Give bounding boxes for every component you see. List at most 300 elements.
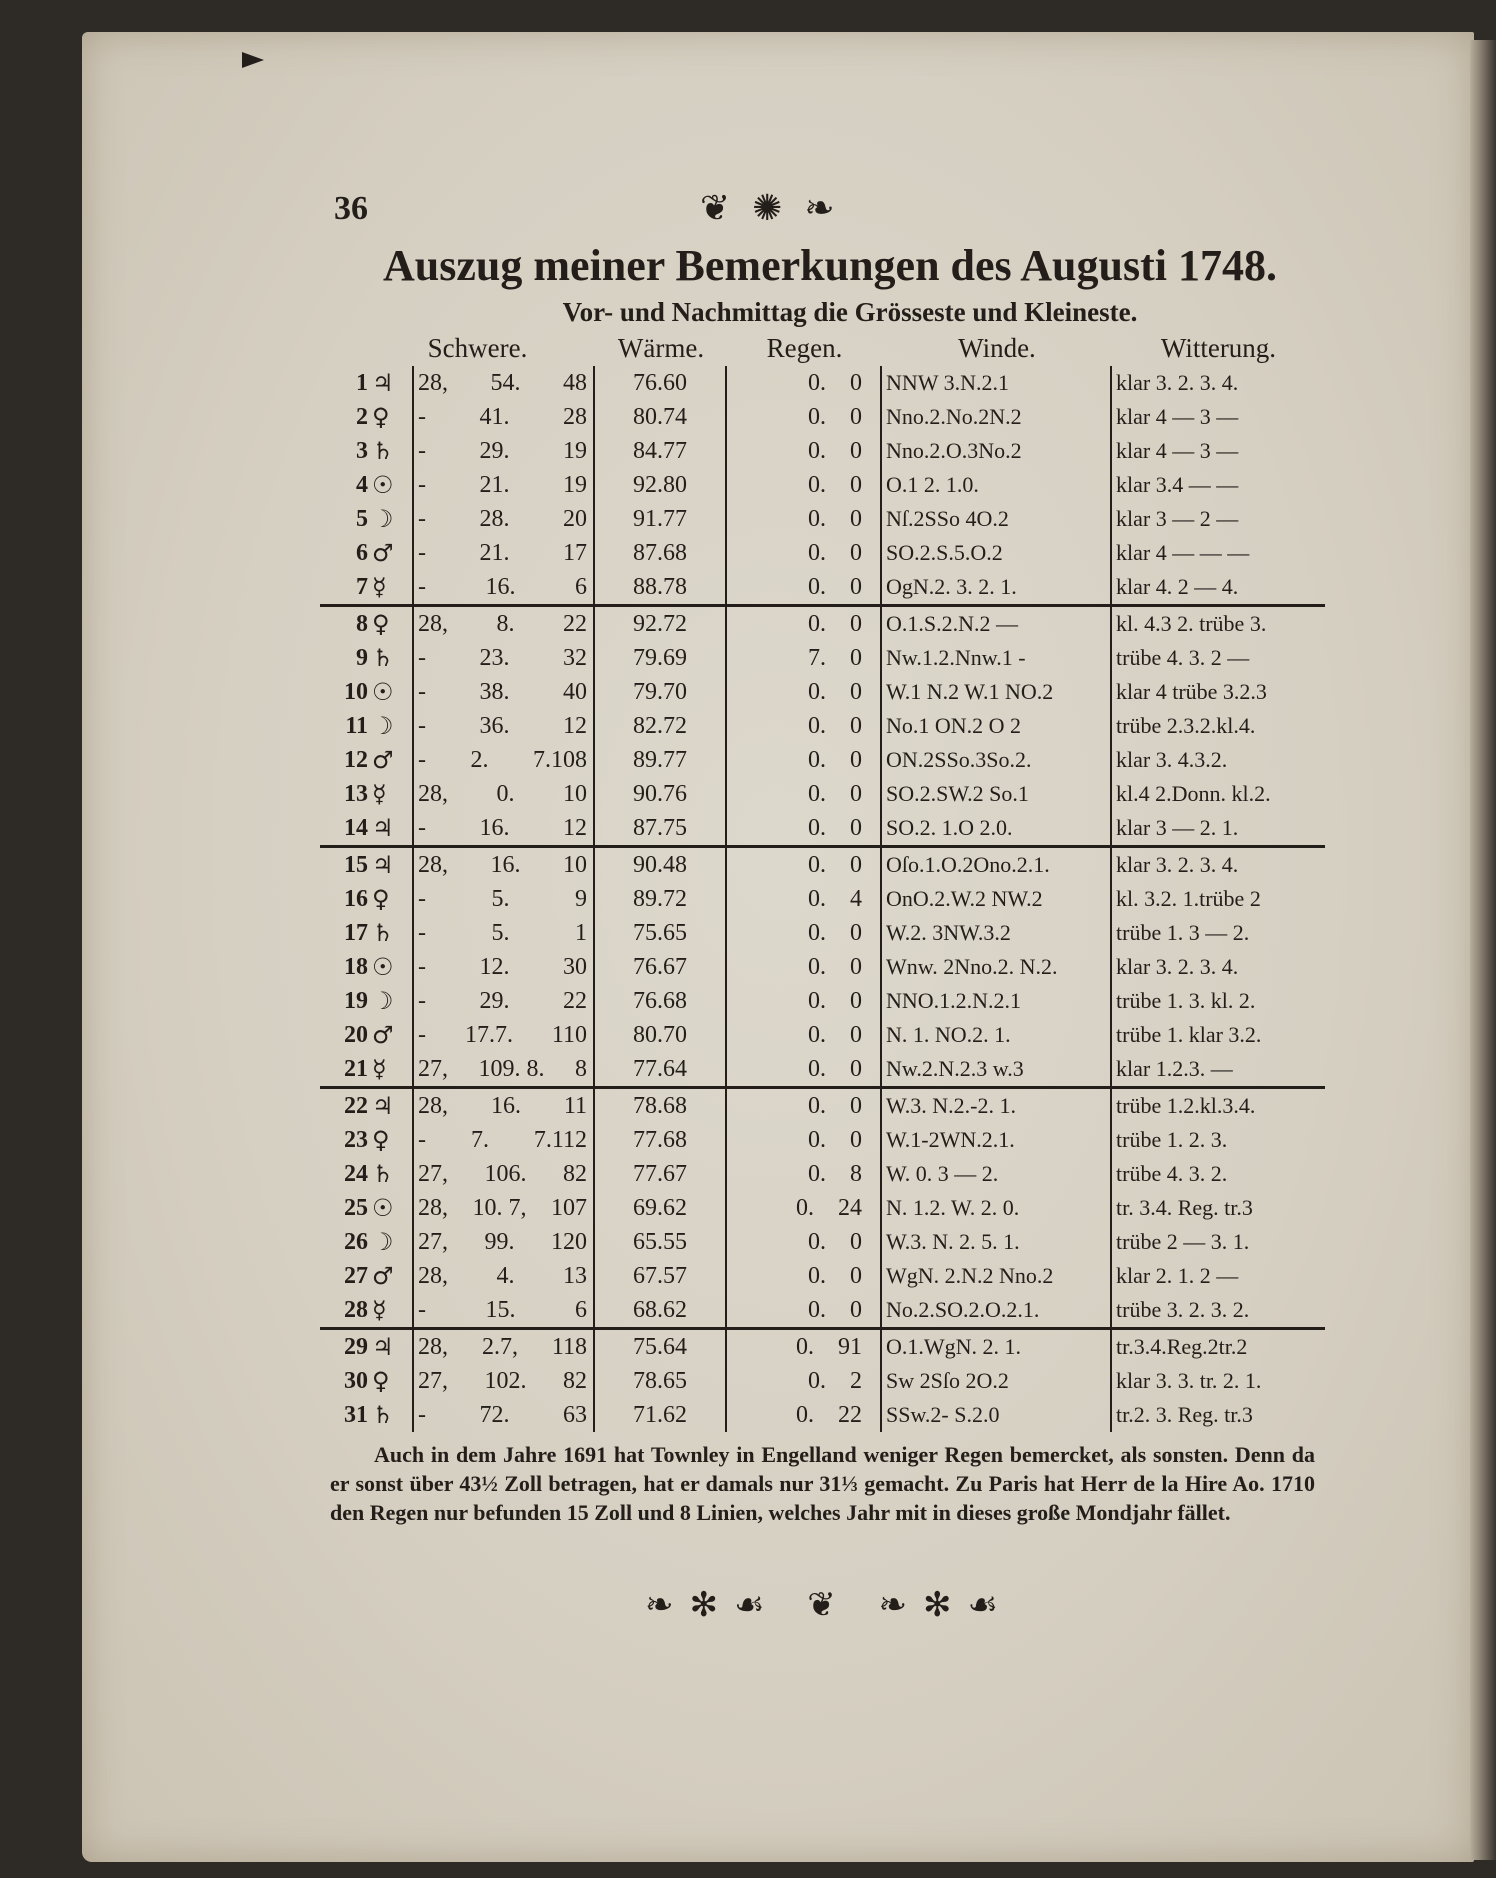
witterung-cell: klar 3. 3. tr. 2. 1.: [1116, 1368, 1262, 1393]
header-regen: Regen.: [766, 333, 843, 363]
table-row: [320, 502, 1325, 536]
witterung-cell: kl. 3.2. 1.trübe 2: [1116, 886, 1261, 911]
winde-cell: Nno.2.No.2N.2: [882, 400, 1112, 434]
table-row: [320, 1398, 1325, 1432]
day-number: 1: [356, 370, 368, 396]
schwere-cell: [412, 468, 595, 502]
waerme-cell: 79.69: [595, 641, 727, 675]
witterung-cell: klar 3 — 2 —: [1116, 506, 1239, 531]
waerme-cell: 76.60: [595, 366, 727, 400]
regen-cell: 0. 0: [727, 536, 882, 570]
schwere-value: 12: [563, 713, 587, 739]
schwere-value: 7.: [470, 1127, 489, 1153]
winde-cell: Nno.2.O.3No.2: [882, 434, 1112, 468]
regen-cell: 0. 2: [727, 1364, 882, 1398]
schwere-cell: [412, 536, 595, 570]
schwere-value: 10: [563, 781, 587, 807]
schwere-value: 8.: [496, 611, 515, 637]
table-row: [320, 1191, 1325, 1225]
table-row: [320, 604, 1325, 641]
waerme-cell: 80.70: [595, 1018, 727, 1052]
winde-cell: W.2. 3NW.3.2: [882, 916, 1112, 950]
day-number: 30: [344, 1368, 368, 1394]
witterung-cell: klar 3. 2. 3. 4.: [1116, 370, 1239, 395]
regen-cell: 0. 0: [727, 468, 882, 502]
waerme-cell: 78.68: [595, 1089, 727, 1123]
witterung-cell: trübe 2.3.2.kl.4.: [1116, 713, 1256, 738]
regen-cell: 0. 91: [727, 1330, 882, 1364]
table-row: [320, 570, 1325, 604]
table-row: [320, 1364, 1325, 1398]
table-row: [320, 984, 1325, 1018]
winde-cell: SO.2.S.5.O.2: [882, 536, 1112, 570]
planet-symbol: ♃: [372, 814, 394, 842]
regen-cell: 0. 0: [727, 811, 882, 845]
regen-cell: 0. 0: [727, 1123, 882, 1157]
day-number: 31: [344, 1402, 368, 1428]
day-number: 17: [344, 920, 368, 946]
header-winde: Winde.: [958, 333, 1036, 363]
planet-symbol: ☽: [372, 1228, 394, 1256]
schwere-cell: [412, 1089, 595, 1123]
day-number: 4: [356, 472, 368, 498]
schwere-cell: [412, 984, 595, 1018]
winde-cell: SSw.2- S.2.0: [882, 1398, 1112, 1432]
schwere-value: 16.: [490, 1093, 521, 1119]
schwere-value: 82: [563, 1161, 587, 1187]
winde-cell: N. 1.2. W. 2. 0.: [882, 1191, 1112, 1225]
planet-symbol: ♄: [372, 919, 394, 947]
schwere-value: 12: [563, 815, 587, 841]
planet-symbol: ☽: [372, 505, 394, 533]
schwere-cell: [412, 1364, 595, 1398]
schwere-cell: [412, 1157, 595, 1191]
schwere-cell: [412, 882, 595, 916]
regen-cell: 0. 0: [727, 434, 882, 468]
table-row: [320, 1327, 1325, 1364]
schwere-value: 15.: [485, 1297, 516, 1323]
schwere-value: 11: [563, 1093, 587, 1119]
schwere-cell: [412, 1398, 595, 1432]
day-number: 28: [344, 1297, 368, 1323]
schwere-value: 28,: [418, 1263, 448, 1289]
witterung-cell: klar 3. 2. 3. 4.: [1116, 852, 1239, 877]
ornament-icon: [700, 188, 857, 229]
schwere-value: 28: [563, 404, 587, 430]
witterung-cell: tr.2. 3. Reg. tr.3: [1116, 1402, 1253, 1427]
schwere-cell: [412, 777, 595, 811]
schwere-value: -: [418, 574, 426, 600]
schwere-value: 54.: [490, 370, 521, 396]
schwere-value: -: [418, 438, 426, 464]
witterung-cell: klar 4 — — —: [1116, 540, 1250, 565]
schwere-value: 21.: [479, 472, 510, 498]
schwere-value: 28,: [418, 1195, 448, 1221]
winde-cell: N. 1. NO.2. 1.: [882, 1018, 1112, 1052]
winde-cell: W.3. N.2.-2. 1.: [882, 1089, 1112, 1123]
schwere-cell: [412, 1123, 595, 1157]
day-number: 3: [356, 438, 368, 464]
schwere-value: 21.: [479, 540, 510, 566]
winde-cell: Nw.2.N.2.3 w.3: [882, 1052, 1112, 1086]
schwere-cell: [412, 434, 595, 468]
day-number: 27: [344, 1263, 368, 1289]
schwere-value: 28,: [418, 852, 448, 878]
winde-cell: W.1 N.2 W.1 NO.2: [882, 675, 1112, 709]
weather-table: [320, 366, 1325, 1432]
table-row: [320, 1086, 1325, 1123]
winde-cell: No.1 ON.2 O 2: [882, 709, 1112, 743]
regen-cell: 7. 0: [727, 641, 882, 675]
witterung-cell: trübe 3. 2. 3. 2.: [1116, 1297, 1250, 1322]
schwere-value: 17.7.: [464, 1022, 513, 1048]
planet-symbol: ♄: [372, 1401, 394, 1429]
schwere-value: -: [418, 1402, 426, 1428]
waerme-cell: 76.68: [595, 984, 727, 1018]
planet-symbol: ♄: [372, 644, 394, 672]
day-number: 8: [356, 611, 368, 637]
planet-symbol: ☿: [372, 1296, 387, 1324]
witterung-cell: klar 3. 2. 3. 4.: [1116, 954, 1239, 979]
schwere-cell: [412, 1052, 595, 1086]
witterung-cell: klar 3. 4.3.2.: [1116, 747, 1228, 772]
table-row: [320, 1052, 1325, 1086]
waerme-cell: 91.77: [595, 502, 727, 536]
schwere-value: 22: [563, 611, 587, 637]
waerme-cell: 82.72: [595, 709, 727, 743]
witterung-cell: trübe 1. 3 — 2.: [1116, 920, 1250, 945]
table-row: [320, 882, 1325, 916]
regen-cell: 0. 0: [727, 916, 882, 950]
regen-cell: 0. 0: [727, 1052, 882, 1086]
regen-cell: 0. 0: [727, 1225, 882, 1259]
schwere-value: 16.: [490, 852, 521, 878]
witterung-cell: trübe 2 — 3. 1.: [1116, 1229, 1250, 1254]
schwere-value: 16.: [479, 815, 510, 841]
schwere-value: 120: [551, 1229, 587, 1255]
winde-cell: Nw.1.2.Nnw.1 -: [882, 641, 1112, 675]
waerme-cell: 92.72: [595, 607, 727, 641]
waerme-cell: 77.67: [595, 1157, 727, 1191]
day-number: 14: [344, 815, 368, 841]
schwere-value: 29.: [479, 438, 510, 464]
planet-symbol: ♃: [372, 1092, 394, 1120]
witterung-cell: klar 3 — 2. 1.: [1116, 815, 1239, 840]
witterung-cell: trübe 1.2.kl.3.4.: [1116, 1093, 1256, 1118]
page-number: 36: [334, 190, 368, 227]
winde-cell: Oſo.1.O.2Ono.2.1.: [882, 848, 1112, 882]
schwere-value: -: [418, 713, 426, 739]
waerme-cell: 87.68: [595, 536, 727, 570]
table-row: [320, 777, 1325, 811]
header-witterung: Witterung.: [1160, 333, 1277, 363]
planet-symbol: ♃: [372, 851, 394, 879]
planet-symbol: ♀: [372, 610, 390, 638]
schwere-value: 107: [551, 1195, 587, 1221]
schwere-value: 4.: [496, 1263, 515, 1289]
schwere-value: -: [418, 472, 426, 498]
schwere-cell: [412, 1259, 595, 1293]
waerme-cell: 69.62: [595, 1191, 727, 1225]
schwere-value: 32: [563, 645, 587, 671]
waerme-cell: 65.55: [595, 1225, 727, 1259]
winde-cell: No.2.SO.2.O.2.1.: [882, 1293, 1112, 1327]
schwere-cell: [412, 675, 595, 709]
regen-cell: 0. 4: [727, 882, 882, 916]
regen-cell: 0. 22: [727, 1398, 882, 1432]
regen-cell: 0. 0: [727, 984, 882, 1018]
waerme-cell: 90.48: [595, 848, 727, 882]
schwere-value: 8: [575, 1056, 587, 1082]
witterung-cell: trübe 1. 2. 3.: [1116, 1127, 1228, 1152]
schwere-value: 48: [563, 370, 587, 396]
schwere-value: 27,: [418, 1056, 448, 1082]
schwere-value: -: [418, 886, 426, 912]
planet-symbol: ♂: [372, 539, 394, 567]
planet-symbol: ☽: [372, 987, 394, 1015]
schwere-value: 27,: [418, 1161, 448, 1187]
schwere-value: 7.108: [533, 747, 587, 773]
planet-symbol: ♄: [372, 437, 394, 465]
schwere-value: -: [418, 404, 426, 430]
schwere-value: 2.: [470, 747, 489, 773]
day-number: 6: [356, 540, 368, 566]
schwere-value: -: [418, 988, 426, 1014]
schwere-value: -: [418, 645, 426, 671]
planet-symbol: ♀: [372, 1126, 390, 1154]
waerme-cell: 80.74: [595, 400, 727, 434]
day-number: 10: [344, 679, 368, 705]
schwere-value: 28.: [479, 506, 510, 532]
day-number: 2: [356, 404, 368, 430]
regen-cell: 0. 0: [727, 607, 882, 641]
winde-cell: Sw 2Sſo 2O.2: [882, 1364, 1112, 1398]
winde-cell: OgN.2. 3. 2. 1.: [882, 570, 1112, 604]
winde-cell: NNW 3.N.2.1: [882, 366, 1112, 400]
day-number: 19: [344, 988, 368, 1014]
day-number: 5: [356, 506, 368, 532]
schwere-value: 28,: [418, 1093, 448, 1119]
schwere-cell: [412, 1293, 595, 1327]
planet-symbol: ♀: [372, 403, 390, 431]
planet-symbol: ☉: [372, 471, 394, 499]
planet-symbol: ☿: [372, 1055, 387, 1083]
witterung-cell: trübe 4. 3. 2 —: [1116, 645, 1250, 670]
waerme-cell: 84.77: [595, 434, 727, 468]
planet-symbol: ♂: [372, 1262, 394, 1290]
schwere-value: 27,: [418, 1229, 448, 1255]
waerme-cell: 67.57: [595, 1259, 727, 1293]
regen-cell: 0. 0: [727, 950, 882, 984]
schwere-value: 20: [563, 506, 587, 532]
schwere-value: 63: [563, 1402, 587, 1428]
table-header: [320, 330, 1325, 366]
witterung-cell: klar 3.4 — —: [1116, 472, 1239, 497]
table-row: [320, 1259, 1325, 1293]
witterung-cell: kl. 4.3 2. trübe 3.: [1116, 611, 1267, 636]
schwere-value: -: [418, 679, 426, 705]
schwere-value: 72.: [479, 1402, 510, 1428]
schwere-value: -: [418, 815, 426, 841]
schwere-value: 12.: [479, 954, 510, 980]
schwere-value: 5.: [491, 920, 510, 946]
winde-cell: Wnw. 2Nno.2. N.2.: [882, 950, 1112, 984]
witterung-cell: klar 4 trübe 3.2.3: [1116, 679, 1267, 704]
schwere-value: -: [418, 1297, 426, 1323]
planet-symbol: ☉: [372, 953, 394, 981]
regen-cell: 0. 0: [727, 743, 882, 777]
waerme-cell: 92.80: [595, 468, 727, 502]
header-schwere: Schwere.: [427, 333, 528, 363]
schwere-value: -: [418, 954, 426, 980]
planet-symbol: ♀: [372, 885, 390, 913]
table-row: [320, 468, 1325, 502]
day-number: 16: [344, 886, 368, 912]
schwere-value: -: [418, 1022, 426, 1048]
regen-cell: 0. 0: [727, 502, 882, 536]
schwere-value: 10. 7,: [472, 1195, 527, 1221]
schwere-cell: [412, 1330, 595, 1364]
day-number: 7: [356, 574, 368, 600]
schwere-value: 41.: [479, 404, 510, 430]
table-row: [320, 743, 1325, 777]
winde-cell: SO.2.SW.2 So.1: [882, 777, 1112, 811]
regen-cell: 0. 0: [727, 400, 882, 434]
waerme-cell: 71.62: [595, 1398, 727, 1432]
schwere-value: 99.: [484, 1229, 515, 1255]
schwere-cell: [412, 848, 595, 882]
day-number: 26: [344, 1229, 368, 1255]
schwere-value: 10: [563, 852, 587, 878]
winde-cell: O.1 2. 1.0.: [882, 468, 1112, 502]
schwere-value: 0.: [496, 781, 515, 807]
regen-cell: 0. 24: [727, 1191, 882, 1225]
table-row: [320, 1157, 1325, 1191]
schwere-cell: [412, 641, 595, 675]
table-row: [320, 845, 1325, 882]
schwere-value: 27,: [418, 1368, 448, 1394]
planet-symbol: ☿: [372, 780, 387, 808]
schwere-value: 28,: [418, 370, 448, 396]
planet-symbol: ♀: [372, 1367, 390, 1395]
waerme-cell: 79.70: [595, 675, 727, 709]
regen-cell: 0. 0: [727, 1293, 882, 1327]
book-gutter: [1470, 40, 1496, 1860]
schwere-value: 1: [575, 920, 587, 946]
witterung-cell: trübe 1. 3. kl. 2.: [1116, 988, 1256, 1013]
waerme-cell: 76.67: [595, 950, 727, 984]
waerme-cell: 90.76: [595, 777, 727, 811]
schwere-value: 40: [563, 679, 587, 705]
day-number: 22: [344, 1093, 368, 1119]
day-number: 11: [345, 713, 368, 739]
witterung-cell: klar 4 — 3 —: [1116, 404, 1239, 429]
waerme-cell: 75.64: [595, 1330, 727, 1364]
table-row: [320, 950, 1325, 984]
table-row: [320, 1293, 1325, 1327]
schwere-cell: [412, 502, 595, 536]
table-row: [320, 1225, 1325, 1259]
regen-cell: 0. 0: [727, 1259, 882, 1293]
schwere-value: 28,: [418, 781, 448, 807]
day-number: 13: [344, 781, 368, 807]
regen-cell: 0. 0: [727, 709, 882, 743]
witterung-cell: trübe 4. 3. 2.: [1116, 1161, 1228, 1186]
footnote-text: Auch in dem Jahre 1691 hat Townley in Engelland weniger Regen bemercket, als sonsten. Denn da er sonst über 43½ Zoll betragen, hat er damals nur 31⅓ gemacht. Zu Paris hat Herr de la Hire Ao. 1710 den Regen nur befunden 15 Zoll und 8 Linien, welches Jahr mit in dieses große Mondjahr fället.: [330, 1442, 1315, 1525]
table-row: [320, 1123, 1325, 1157]
page-marker-arrow-icon: [242, 52, 264, 68]
header-waerme: Wärme.: [617, 333, 705, 363]
schwere-cell: [412, 743, 595, 777]
schwere-value: 16.: [485, 574, 516, 600]
schwere-value: 19: [563, 472, 587, 498]
planet-symbol: ♃: [372, 369, 394, 397]
day-number: 21: [344, 1056, 368, 1082]
witterung-cell: klar 1.2.3. —: [1116, 1056, 1233, 1081]
schwere-value: 109. 8.: [478, 1056, 545, 1082]
schwere-value: 30: [563, 954, 587, 980]
schwere-value: 2.7,: [481, 1334, 518, 1360]
winde-cell: W.3. N. 2. 5. 1.: [882, 1225, 1112, 1259]
table-row: [320, 536, 1325, 570]
witterung-cell: klar 4 — 3 —: [1116, 438, 1239, 463]
schwere-value: 102.: [484, 1368, 527, 1394]
regen-cell: 0. 0: [727, 1089, 882, 1123]
schwere-cell: [412, 1191, 595, 1225]
table-row: [320, 811, 1325, 845]
planet-symbol: ☿: [372, 573, 387, 601]
regen-cell: 0. 8: [727, 1157, 882, 1191]
waerme-cell: 75.65: [595, 916, 727, 950]
regen-cell: 0. 0: [727, 777, 882, 811]
schwere-value: 110: [551, 1022, 587, 1048]
schwere-cell: [412, 1018, 595, 1052]
winde-cell: O.1.WgN. 2. 1.: [882, 1330, 1112, 1364]
day-number: 20: [344, 1022, 368, 1048]
regen-cell: 0. 0: [727, 570, 882, 604]
schwere-cell: [412, 916, 595, 950]
table-row: [320, 1018, 1325, 1052]
schwere-value: 6: [575, 1297, 587, 1323]
winde-cell: ON.2SSo.3So.2.: [882, 743, 1112, 777]
waerme-cell: 89.72: [595, 882, 727, 916]
schwere-value: 106.: [484, 1161, 527, 1187]
page-subtitle: Vor- und Nachmittag die Grösseste und Kleineste.: [562, 297, 1138, 327]
winde-cell: W. 0. 3 — 2.: [882, 1157, 1112, 1191]
day-number: 24: [344, 1161, 368, 1187]
schwere-value: -: [418, 506, 426, 532]
table-row: [320, 916, 1325, 950]
witterung-cell: tr. 3.4. Reg. tr.3: [1116, 1195, 1253, 1220]
waerme-cell: 68.62: [595, 1293, 727, 1327]
planet-symbol: ☽: [372, 712, 394, 740]
footnote: [330, 1440, 1315, 1527]
witterung-cell: klar 4. 2 — 4.: [1116, 574, 1239, 599]
planet-symbol: ☉: [372, 1194, 394, 1222]
schwere-value: 13: [563, 1263, 587, 1289]
waerme-cell: 77.68: [595, 1123, 727, 1157]
winde-cell: W.1-2WN.2.1.: [882, 1123, 1112, 1157]
schwere-cell: [412, 950, 595, 984]
planet-symbol: ☉: [372, 678, 394, 706]
witterung-cell: klar 2. 1. 2 —: [1116, 1263, 1239, 1288]
witterung-cell: trübe 1. klar 3.2.: [1116, 1022, 1262, 1047]
table-row: [320, 675, 1325, 709]
planet-symbol: ♂: [372, 1021, 394, 1049]
winde-cell: Nſ.2SSo 4O.2: [882, 502, 1112, 536]
schwere-cell: [412, 570, 595, 604]
schwere-value: -: [418, 1127, 426, 1153]
